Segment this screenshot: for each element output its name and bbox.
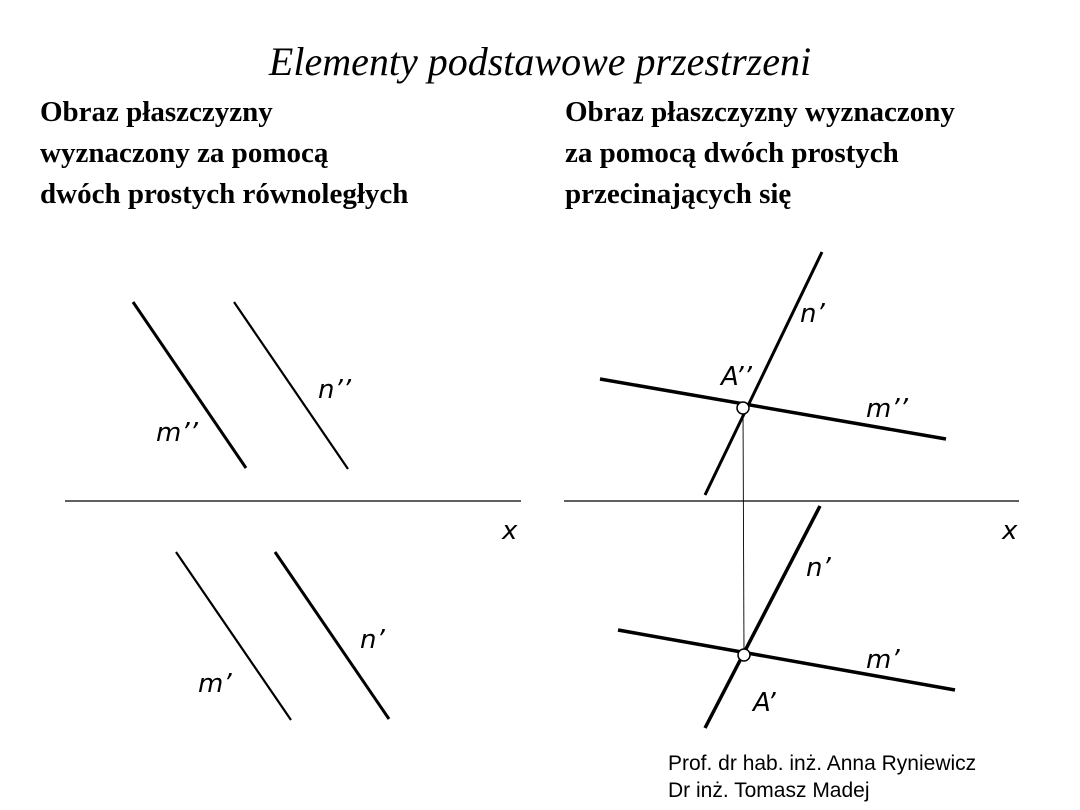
- right-heading-line: Obraz płaszczyzny wyznaczony: [565, 96, 955, 128]
- left-diagram: [65, 302, 521, 720]
- right-diagram: [564, 252, 1019, 728]
- label-m-double-prime: m’’: [156, 418, 198, 448]
- page-title: Elementy podstawowe przestrzeni: [268, 39, 812, 84]
- label-m-prime-right: m’: [866, 645, 900, 675]
- point-A-prime: [738, 649, 750, 661]
- label-m-prime: m’: [198, 669, 232, 699]
- label-A-double-prime: A’’: [721, 362, 752, 392]
- label-n-double-prime: n’’: [318, 375, 352, 405]
- right-heading-line: przecinających się: [565, 178, 792, 210]
- line-m-prime-right: [618, 630, 955, 690]
- label-n-upper: n’: [800, 299, 825, 329]
- left-heading-line: Obraz płaszczyzny: [40, 96, 273, 128]
- line-m-prime: [176, 552, 291, 720]
- point-A-double-prime: [737, 402, 749, 414]
- right-heading-line: za pomocą dwóch prostych: [565, 137, 899, 169]
- label-x-left: x: [502, 516, 518, 546]
- connector-line: [743, 408, 744, 655]
- credit-line: Dr inż. Tomasz Madej: [668, 779, 870, 802]
- credit-line: Prof. dr hab. inż. Anna Ryniewicz: [668, 752, 977, 775]
- label-x-right: x: [1002, 516, 1018, 546]
- label-n-prime: n’: [360, 625, 385, 655]
- left-heading-line: dwóch prostych równoległych: [40, 178, 409, 210]
- label-A-prime: A’: [753, 688, 776, 718]
- label-n-lower: n’: [806, 553, 831, 583]
- left-heading-line: wyznaczony za pomocą: [40, 137, 329, 169]
- author-credits: [668, 750, 976, 804]
- label-m-double-prime-right: m’’: [866, 394, 908, 424]
